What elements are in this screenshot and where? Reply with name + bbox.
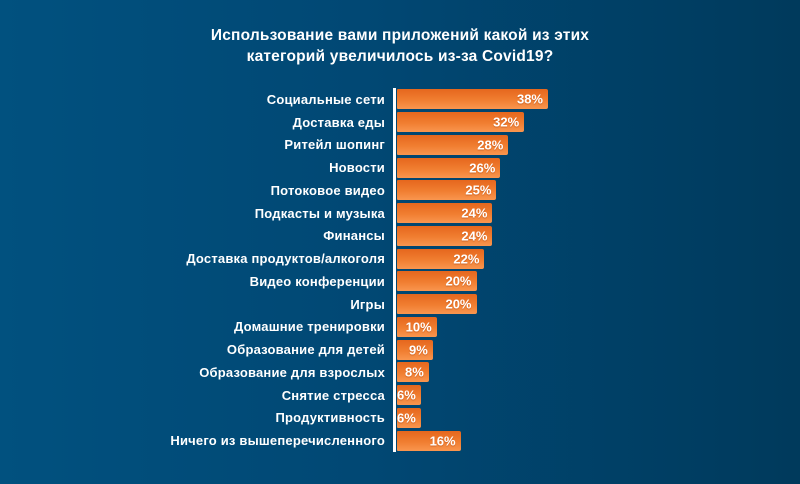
category-label: Доставка продуктов/алкоголя xyxy=(186,251,385,267)
bar-row xyxy=(0,156,800,179)
bar xyxy=(397,158,500,178)
bar-rows xyxy=(0,88,800,452)
bar-row xyxy=(0,88,800,111)
value-label: 20% xyxy=(445,296,472,312)
chart-title-line2: категорий увеличилось из-за Covid19? xyxy=(246,48,554,65)
category-label: Потоковое видео xyxy=(270,182,385,198)
bar-area xyxy=(397,362,800,382)
bar xyxy=(397,112,524,132)
value-label: 32% xyxy=(493,114,520,130)
bar-row xyxy=(0,338,800,361)
value-label: 16% xyxy=(429,433,456,449)
bar-row xyxy=(0,225,800,248)
bar-area xyxy=(397,226,800,246)
bar xyxy=(397,271,477,291)
bar xyxy=(397,89,548,109)
bar xyxy=(397,203,492,223)
category-label: Социальные сети xyxy=(266,91,385,107)
value-label: 6% xyxy=(397,387,416,403)
bar-area xyxy=(397,203,800,223)
bar xyxy=(397,431,461,451)
bar-area xyxy=(397,408,800,428)
value-label: 24% xyxy=(461,205,488,221)
value-label: 6% xyxy=(397,410,416,426)
value-label: 8% xyxy=(405,364,424,380)
category-label: Образование для детей xyxy=(226,342,385,358)
chart-title-line1: Использование вами приложений какой из этих xyxy=(210,27,590,44)
value-label: 28% xyxy=(477,137,504,153)
bar-row xyxy=(0,270,800,293)
bar xyxy=(397,226,492,246)
category-label: Новости xyxy=(329,160,385,176)
bar xyxy=(397,340,433,360)
bar-row xyxy=(0,384,800,407)
bar xyxy=(397,180,496,200)
value-label: 25% xyxy=(465,182,492,198)
bar-area xyxy=(397,135,800,155)
bar xyxy=(397,249,484,269)
bar-row xyxy=(0,134,800,157)
category-label: Доставка еды xyxy=(292,114,385,130)
bar-area xyxy=(397,294,800,314)
category-label: Ничего из вышеперечисленного xyxy=(170,433,385,449)
bar xyxy=(397,317,437,337)
chart-title xyxy=(0,25,800,67)
bar-area xyxy=(397,271,800,291)
bar-row xyxy=(0,179,800,202)
category-label: Ритейл шопинг xyxy=(284,137,385,153)
category-label: Подкасты и музыка xyxy=(254,205,385,221)
bar-row xyxy=(0,247,800,270)
value-label: 9% xyxy=(409,342,428,358)
bar xyxy=(397,362,429,382)
value-label: 20% xyxy=(445,273,472,289)
bar-row xyxy=(0,361,800,384)
bar-row xyxy=(0,293,800,316)
bar xyxy=(397,135,508,155)
category-label: Видео конференции xyxy=(249,273,385,289)
category-label: Образование для взрослых xyxy=(199,364,385,380)
bar-area xyxy=(397,431,800,451)
bar-area xyxy=(397,317,800,337)
bar-area xyxy=(397,112,800,132)
value-label: 10% xyxy=(405,319,432,335)
value-label: 22% xyxy=(453,251,480,267)
bar-row xyxy=(0,407,800,430)
category-label: Финансы xyxy=(323,228,385,244)
category-label: Игры xyxy=(350,296,385,312)
bar-area xyxy=(397,89,800,109)
value-label: 38% xyxy=(516,91,543,107)
bar-area xyxy=(397,180,800,200)
bar-area xyxy=(397,385,800,405)
category-label: Снятие стресса xyxy=(281,387,385,403)
category-label: Домашние тренировки xyxy=(234,319,385,335)
bar xyxy=(397,294,477,314)
value-label: 26% xyxy=(469,160,496,176)
bar-row xyxy=(0,429,800,452)
category-label: Продуктивность xyxy=(275,410,385,426)
bar-row xyxy=(0,202,800,225)
axis-line xyxy=(393,88,396,452)
bar-chart xyxy=(0,88,800,452)
bar xyxy=(397,408,421,428)
bar-area xyxy=(397,249,800,269)
bar-area xyxy=(397,158,800,178)
bar-row xyxy=(0,111,800,134)
bar-row xyxy=(0,316,800,339)
bar-area xyxy=(397,340,800,360)
value-label: 24% xyxy=(461,228,488,244)
bar xyxy=(397,385,421,405)
